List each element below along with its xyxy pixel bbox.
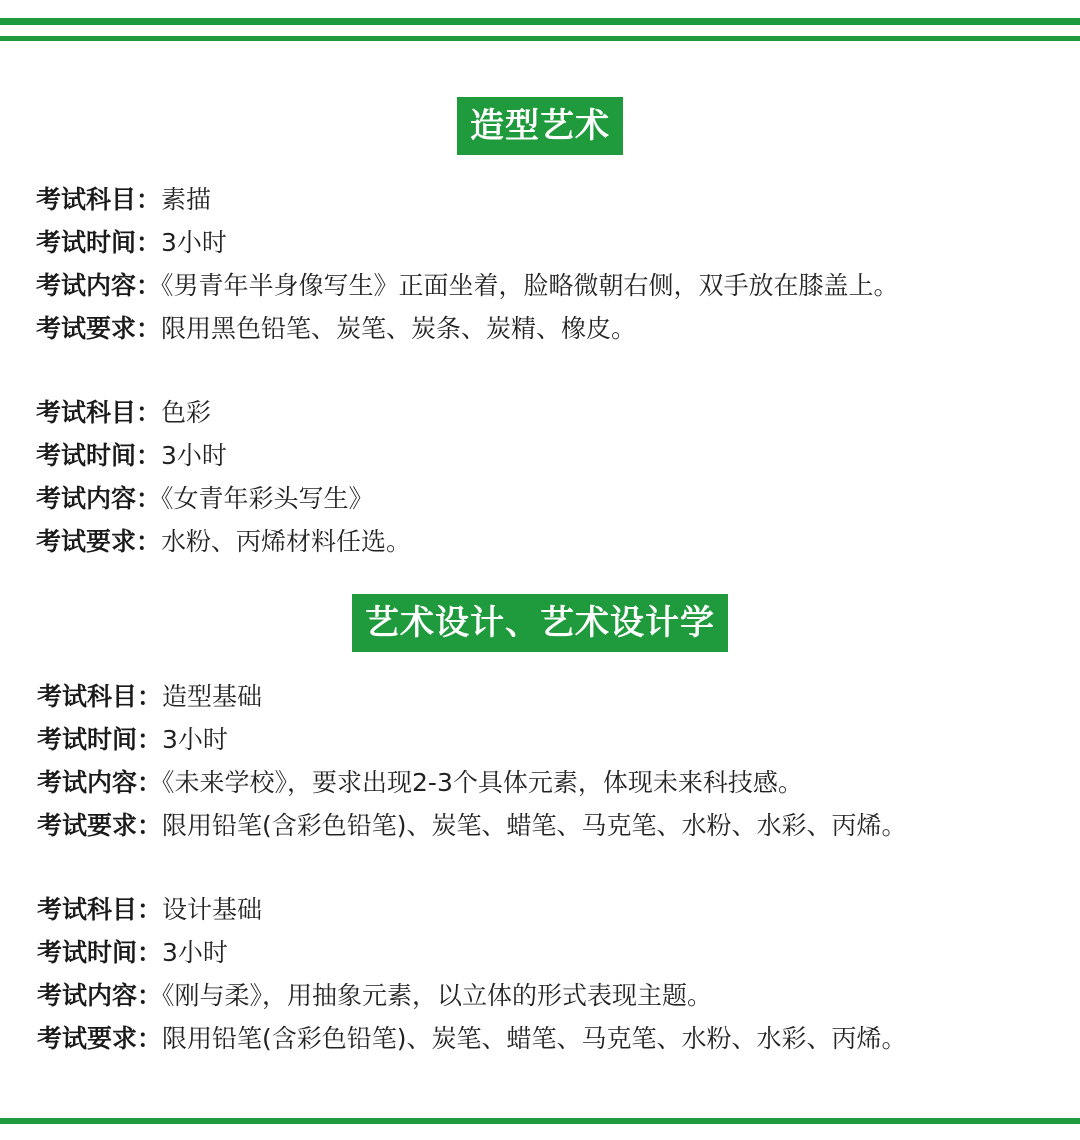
field-label: 考试时间：	[37, 725, 163, 754]
field-label: 考试时间：	[36, 228, 162, 257]
field-label: 考试要求：	[36, 314, 162, 343]
exam-row	[37, 675, 1057, 718]
field-label: 考试时间：	[37, 938, 163, 967]
exam-group	[37, 888, 1057, 1060]
field-value: 《刚与柔》，用抽象元素，以立体的形式表现主题。	[162, 981, 713, 1010]
field-value: 3小时	[162, 725, 228, 754]
field-value: 《男青年半身像写生》正面坐着，脸略微朝右侧，双手放在膝盖上。	[161, 271, 899, 300]
field-value: 限用黑色铅笔、炭笔、炭条、炭精、橡皮。	[161, 314, 637, 343]
exam-row	[37, 804, 1057, 847]
field-value: 造型基础	[162, 682, 263, 711]
field-label: 考试内容：	[37, 981, 163, 1010]
field-label: 考试要求：	[36, 527, 162, 556]
field-label: 考试内容：	[36, 484, 162, 513]
field-value: 限用铅笔(含彩色铅笔)、炭笔、蜡笔、马克笔、水粉、水彩、丙烯。	[162, 1024, 907, 1053]
exam-group	[37, 675, 1057, 847]
field-value: 3小时	[162, 938, 228, 967]
exam-row	[37, 761, 1057, 804]
field-value: 《未来学校》，要求出现2-3个具体元素，体现未来科技感。	[162, 768, 803, 797]
section-heading-1	[0, 97, 1080, 155]
section-title: 造型艺术	[457, 97, 623, 155]
exam-row	[36, 307, 1056, 350]
exam-row	[37, 931, 1057, 974]
exam-row	[37, 718, 1057, 761]
exam-row	[36, 178, 1056, 221]
field-label: 考试科目：	[36, 185, 162, 214]
field-label: 考试时间：	[36, 441, 162, 470]
field-value: 色彩	[161, 398, 212, 427]
top-rule-thin	[0, 36, 1080, 41]
exam-row	[37, 974, 1057, 1017]
field-label: 考试内容：	[36, 271, 162, 300]
field-value: 3小时	[161, 441, 227, 470]
exam-row	[36, 477, 1056, 520]
field-label: 考试科目：	[37, 682, 163, 711]
exam-row	[37, 1017, 1057, 1060]
field-value: 3小时	[161, 228, 227, 257]
top-rule-thick	[0, 18, 1080, 25]
field-value: 《女青年彩头写生》	[161, 484, 374, 513]
bottom-rule	[0, 1118, 1080, 1124]
field-value: 水粉、丙烯材料任选。	[161, 527, 412, 556]
field-label: 考试要求：	[37, 811, 163, 840]
exam-row	[36, 391, 1056, 434]
exam-group	[36, 178, 1056, 350]
section-heading-2	[0, 594, 1080, 652]
section-title: 艺术设计、艺术设计学	[352, 594, 728, 652]
exam-group	[36, 391, 1056, 563]
field-value: 限用铅笔(含彩色铅笔)、炭笔、蜡笔、马克笔、水粉、水彩、丙烯。	[162, 811, 907, 840]
exam-row	[36, 221, 1056, 264]
field-label: 考试科目：	[36, 398, 162, 427]
exam-row	[37, 888, 1057, 931]
exam-row	[36, 520, 1056, 563]
exam-row	[36, 264, 1056, 307]
exam-row	[36, 434, 1056, 477]
field-value: 设计基础	[162, 895, 263, 924]
field-label: 考试科目：	[37, 895, 163, 924]
field-label: 考试要求：	[37, 1024, 163, 1053]
field-label: 考试内容：	[37, 768, 163, 797]
field-value: 素描	[161, 185, 212, 214]
